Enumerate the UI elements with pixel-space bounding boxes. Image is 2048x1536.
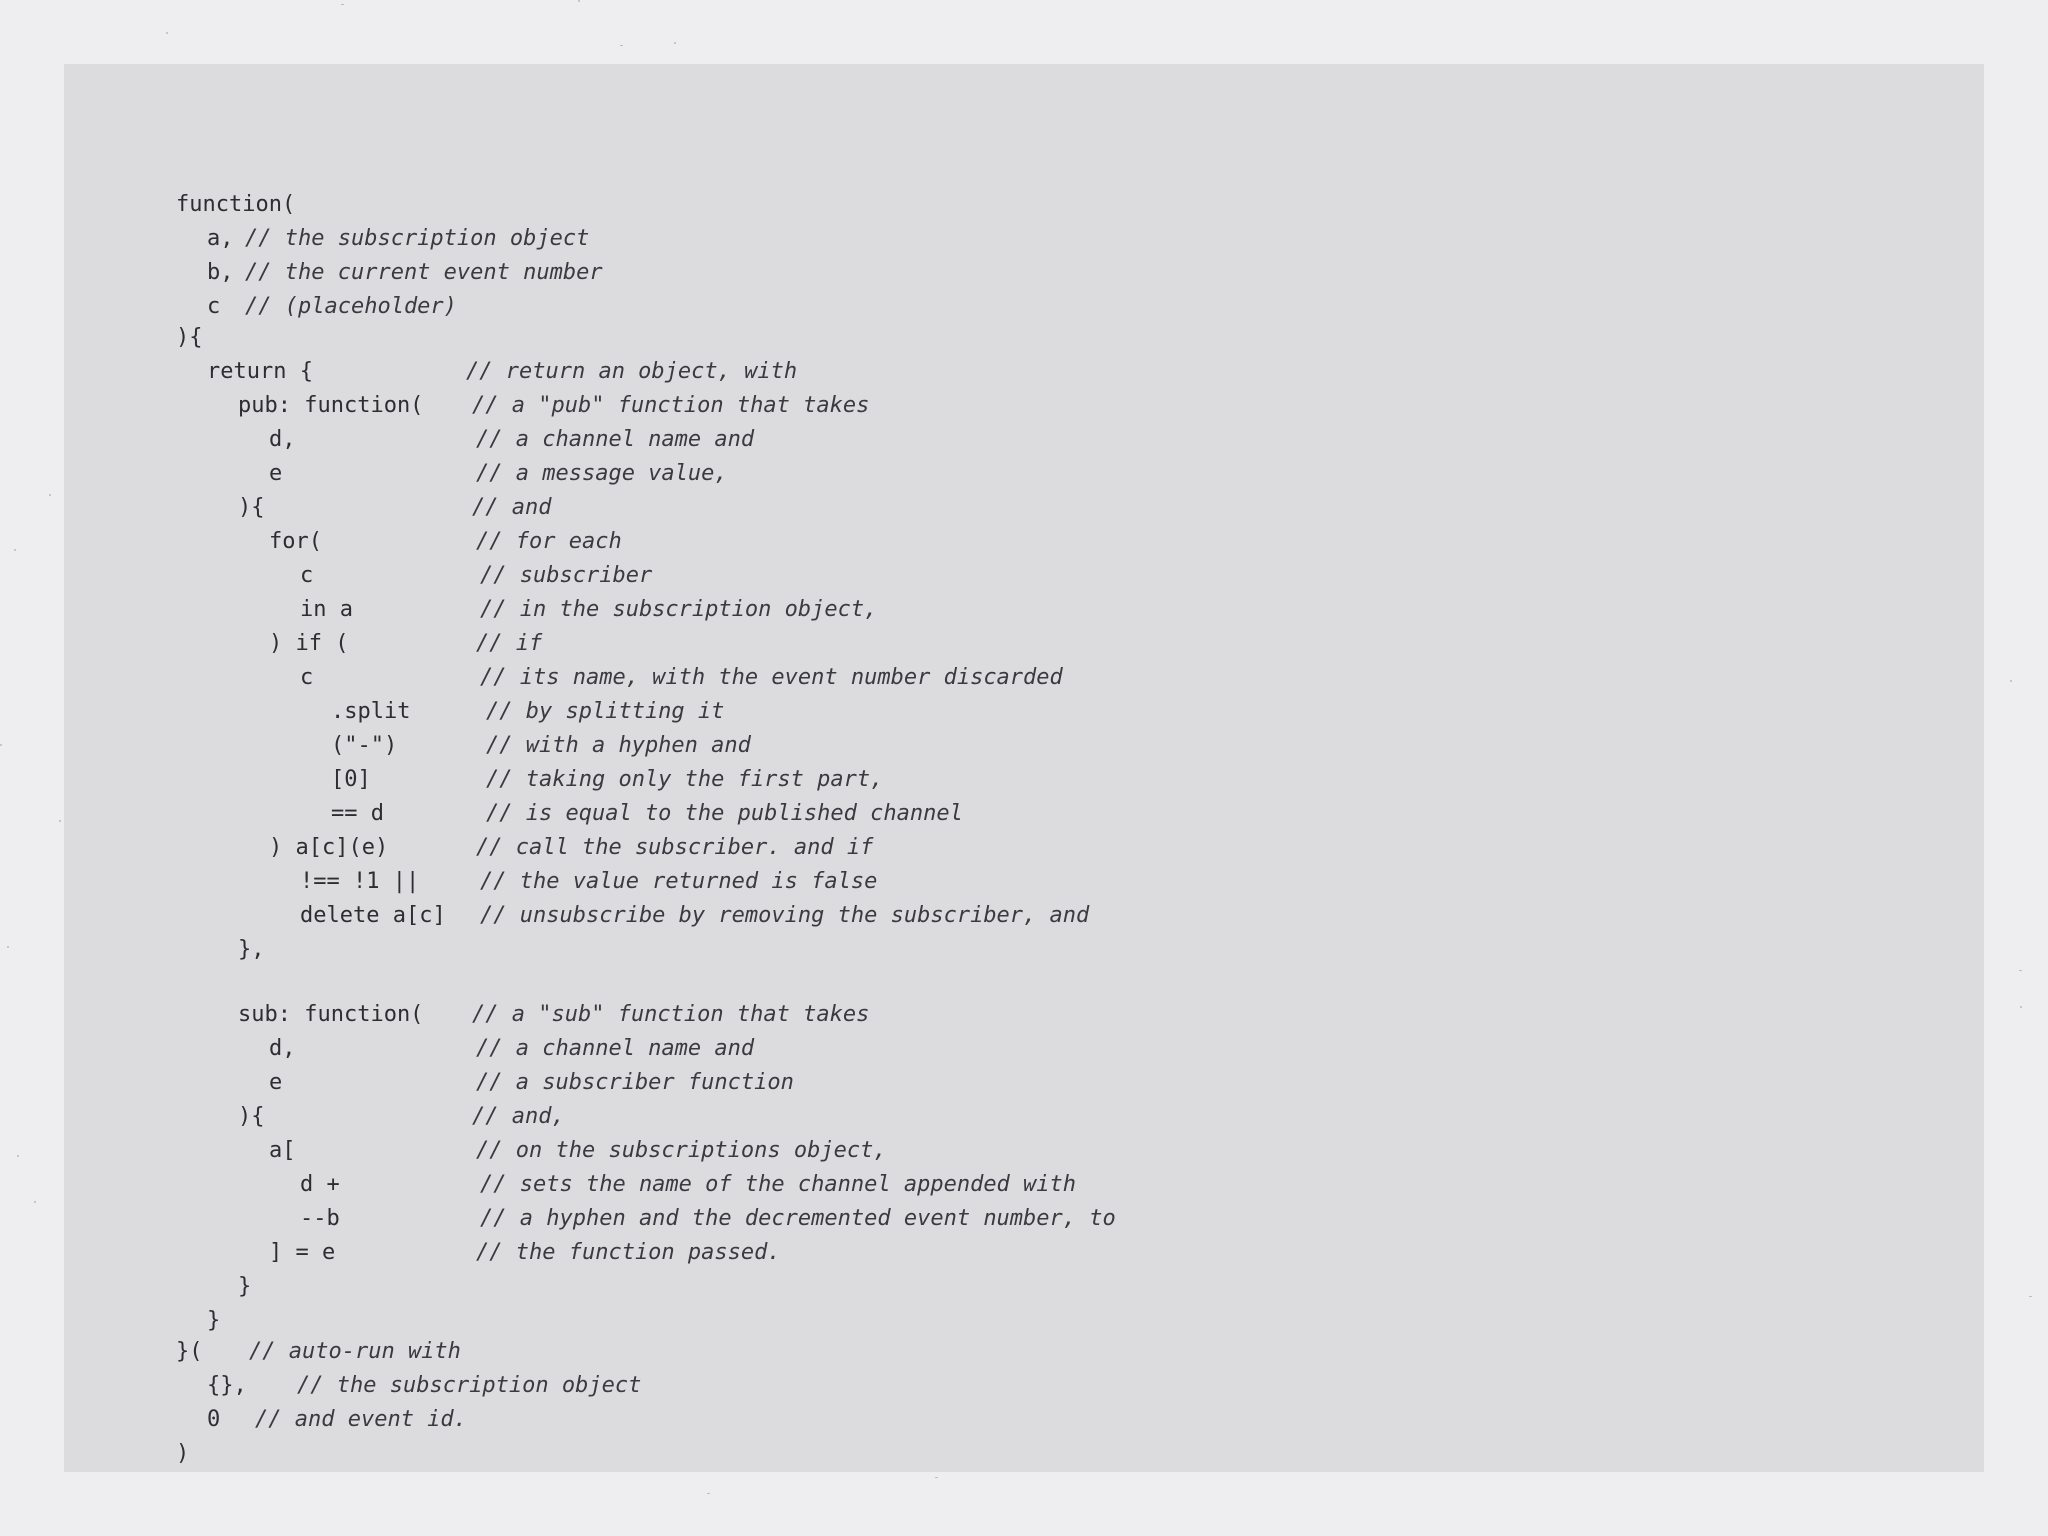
code-comment: // and event id. <box>255 1407 467 1432</box>
paper-speck <box>7 946 9 948</box>
code-comment: // a subscriber function <box>476 1070 794 1095</box>
code-comment: // on the subscriptions object, <box>476 1138 887 1163</box>
paper-speck <box>59 820 61 822</box>
code-comment: // the function passed. <box>476 1240 781 1265</box>
code-text: a[ <box>269 1138 296 1163</box>
code-comment: // sets the name of the channel appended with <box>480 1172 1077 1197</box>
code-text: d, <box>269 427 296 452</box>
paper-speck <box>620 45 623 46</box>
code-comment: // by splitting it <box>486 699 725 724</box>
code-text: d, <box>269 1036 296 1061</box>
code-comment: // if <box>476 631 543 656</box>
paper-speck <box>17 1155 19 1157</box>
paper-speck <box>166 32 168 34</box>
code-comment: // a "pub" function that takes <box>472 393 870 418</box>
code-text: d + <box>300 1172 340 1197</box>
code-text: .split <box>331 699 411 724</box>
paper-speck <box>49 494 51 496</box>
code-comment: // the subscription object <box>297 1373 642 1398</box>
code-panel <box>64 64 1984 1472</box>
paper-speck <box>14 549 16 551</box>
code-text: ) <box>176 1441 190 1466</box>
paper-speck <box>2019 970 2022 971</box>
code-text: } <box>238 1274 252 1299</box>
code-text: ){ <box>238 1104 265 1129</box>
code-comment: // is equal to the published channel <box>486 801 963 826</box>
code-text: {}, <box>207 1373 247 1398</box>
code-text: delete a[c] <box>300 903 446 928</box>
code-comment: // and <box>472 495 552 520</box>
paper-speck <box>707 1493 710 1494</box>
code-comment: // with a hyphen and <box>486 733 751 758</box>
code-text: ) if ( <box>269 631 349 656</box>
code-text: for( <box>269 529 322 554</box>
code-text: ) a[c](e) <box>269 835 389 860</box>
paper-speck <box>0 744 2 746</box>
code-text: e <box>269 1070 283 1095</box>
code-text: ] = e <box>269 1240 336 1265</box>
code-text: 0 <box>207 1407 221 1432</box>
code-text: }, <box>238 937 265 962</box>
code-text: c <box>300 665 314 690</box>
code-text: == d <box>331 801 384 826</box>
code-text: return { <box>207 359 313 384</box>
code-comment: // in the subscription object, <box>480 597 878 622</box>
code-comment: // a "sub" function that takes <box>472 1002 870 1027</box>
code-comment: // a channel name and <box>476 1036 755 1061</box>
code-text: [0] <box>331 767 371 792</box>
code-text: function( <box>176 192 296 217</box>
code-comment: // a channel name and <box>476 427 755 452</box>
code-comment: // and, <box>472 1104 565 1129</box>
code-text: a, <box>207 226 234 251</box>
code-comment: // the value returned is false <box>480 869 878 894</box>
code-comment: // subscriber <box>480 563 653 588</box>
code-text: } <box>207 1308 221 1333</box>
code-text: b, <box>207 260 234 285</box>
code-comment: // (placeholder) <box>245 294 457 319</box>
code-text: ){ <box>238 495 265 520</box>
code-text: pub: function( <box>238 393 424 418</box>
paper-speck <box>674 42 676 44</box>
code-text: sub: function( <box>238 1002 424 1027</box>
code-text: !== !1 || <box>300 869 420 894</box>
code-text: e <box>269 461 283 486</box>
paper-speck <box>34 1201 36 1203</box>
paper-speck <box>2029 1296 2032 1297</box>
code-comment: // return an object, with <box>466 359 798 384</box>
code-comment: // its name, with the event number discarded <box>480 665 1063 690</box>
code-text: ){ <box>176 325 203 350</box>
code-comment: // a hyphen and the decremented event number, to <box>480 1206 1116 1231</box>
code-text: --b <box>300 1206 340 1231</box>
code-comment: // call the subscriber. and if <box>476 835 874 860</box>
paper-speck <box>2020 1006 2022 1008</box>
code-text: c <box>300 563 314 588</box>
code-comment: // for each <box>476 529 622 554</box>
code-comment: // auto-run with <box>249 1339 461 1364</box>
paper-speck <box>578 0 580 2</box>
code-comment: // unsubscribe by removing the subscriber, and <box>480 903 1090 928</box>
code-comment: // taking only the first part, <box>486 767 884 792</box>
paper-speck <box>935 1477 938 1478</box>
code-text: ("-") <box>331 733 398 758</box>
code-comment: // the subscription object <box>245 226 590 251</box>
code-text: c <box>207 294 221 319</box>
code-text: in a <box>300 597 353 622</box>
paper-speck <box>341 4 344 5</box>
code-comment: // the current event number <box>245 260 603 285</box>
code-text: }( <box>176 1339 203 1364</box>
paper-speck <box>2010 680 2012 682</box>
code-comment: // a message value, <box>476 461 728 486</box>
